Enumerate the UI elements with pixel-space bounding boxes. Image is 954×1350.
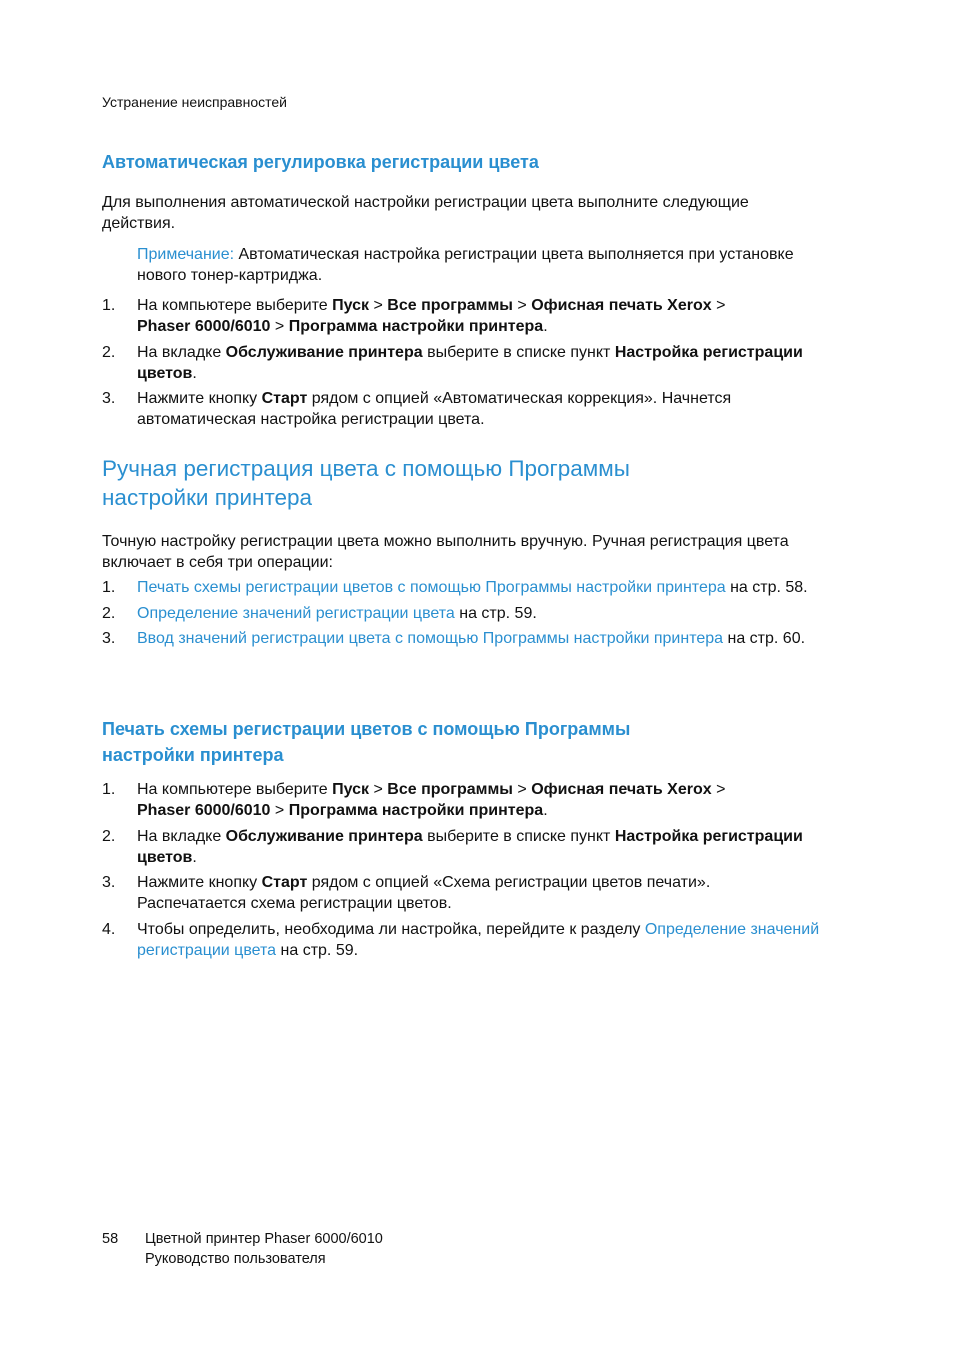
list-item — [102, 577, 822, 598]
menu-path-item: Пуск — [332, 781, 370, 798]
step-text: . — [192, 364, 197, 382]
step-text: . — [543, 318, 548, 335]
step-text: рядом с опцией «Схема регистрации цветов печати». Распечатается схема регистрации цветов. — [137, 874, 711, 912]
list-item — [102, 603, 822, 624]
note-label: Примечание: — [137, 246, 235, 263]
list-item — [102, 872, 822, 914]
step-text: Чтобы определить, необходима ли настройка, перейдите к разделу — [137, 920, 645, 938]
note-paragraph — [137, 244, 817, 286]
product-name: Цветной принтер Phaser 6000/6010 — [145, 1231, 383, 1247]
heading-line: Ручная регистрация цвета с помощью Программы — [102, 456, 630, 481]
step-text: На компьютере выберите — [137, 297, 333, 314]
link-determine-values[interactable]: Определение значений регистрации цвета — [137, 920, 820, 959]
step-text: выберите в списке пункт — [422, 827, 615, 845]
step-number: 2. — [102, 827, 116, 845]
separator: > — [369, 297, 388, 314]
step-text: Нажмите кнопку — [137, 390, 262, 407]
print-steps-list — [102, 779, 822, 965]
menu-path-item: Все программы — [387, 781, 513, 798]
step-text: На компьютере выберите — [137, 781, 333, 798]
step-text: . — [543, 802, 548, 819]
list-option: Настройка регистрации цветов — [137, 827, 803, 866]
separator: > — [512, 297, 532, 314]
step-number: 3. — [102, 390, 116, 407]
list-item — [102, 779, 822, 821]
page-number: 58 — [102, 1231, 119, 1247]
button-name: Старт — [261, 874, 308, 891]
menu-path-item: Phaser 6000/6010 — [137, 802, 271, 819]
tab-name: Обслуживание принтера — [225, 343, 423, 361]
note-text: Автоматическая настройка регистрации цвета выполняется при установке нового тонер-картриджа. — [137, 246, 794, 284]
manual-steps-list — [102, 577, 822, 654]
step-number: 2. — [102, 604, 116, 622]
list-item — [102, 342, 822, 384]
step-number: 3. — [102, 874, 116, 891]
heading-auto-registration: Автоматическая регулировка регистрации цвета — [102, 152, 539, 172]
menu-path-item: Все программы — [387, 297, 513, 314]
menu-path-item: Phaser 6000/6010 — [137, 318, 271, 335]
step-number: 1. — [102, 781, 116, 798]
menu-path-item: Пуск — [332, 297, 370, 314]
list-item — [102, 628, 822, 649]
separator: > — [711, 781, 726, 798]
separator: > — [512, 781, 532, 798]
step-number: 1. — [102, 579, 116, 596]
step-text: Нажмите кнопку — [137, 874, 262, 891]
link-print-chart[interactable]: Печать схемы регистрации цветов с помощью Программы настройки принтера — [137, 579, 726, 596]
page-ref: на стр. 60. — [723, 630, 806, 647]
manual-intro-paragraph: Точную настройку регистрации цвета можно выполнить вручную. Ручная регистрация цвета включает в себя три операции: — [102, 533, 789, 571]
link-enter-values[interactable]: Ввод значений регистрации цвета с помощью Программы настройки принтера — [137, 630, 724, 647]
heading-line: настройки принтера — [102, 745, 284, 765]
step-text: выберите в списке пункт — [422, 343, 615, 361]
page-ref: на стр. 59. — [454, 604, 537, 622]
heading-line: Печать схемы регистрации цветов с помощью Программы — [102, 719, 631, 739]
step-text: . — [192, 848, 197, 866]
list-item — [102, 919, 822, 961]
list-item — [102, 388, 822, 430]
menu-path-item: Программа настройки принтера — [288, 802, 544, 819]
separator: > — [369, 781, 388, 798]
running-header: Устранение неисправностей — [102, 94, 287, 110]
heading-print-chart — [102, 716, 630, 768]
step-number: 1. — [102, 297, 116, 314]
heading-line: настройки принтера — [102, 485, 313, 510]
step-number: 4. — [102, 920, 116, 938]
guide-name: Руководство пользователя — [145, 1251, 326, 1267]
list-option: Настройка регистрации цветов — [137, 343, 803, 382]
step-number: 2. — [102, 343, 116, 361]
menu-path-item: Программа настройки принтера — [288, 318, 544, 335]
separator: > — [270, 802, 289, 819]
link-determine-values[interactable]: Определение значений регистрации цвета — [137, 604, 455, 622]
separator: > — [711, 297, 726, 314]
auto-steps-list — [102, 295, 822, 435]
step-text: рядом с опцией «Автоматическая коррекция». Начнется автоматическая настройка регистрации цвета. — [137, 390, 732, 428]
heading-manual-registration — [102, 454, 630, 512]
menu-path-item: Офисная печать Xerox — [531, 781, 712, 798]
list-item — [102, 295, 822, 337]
list-item — [102, 826, 822, 868]
page-ref: на стр. 59. — [276, 941, 359, 959]
step-text: На вкладке — [137, 827, 226, 845]
step-text: На вкладке — [137, 343, 226, 361]
footer-info — [145, 1229, 545, 1269]
menu-path-item: Офисная печать Xerox — [531, 297, 712, 314]
page-ref: на стр. 58. — [725, 579, 808, 596]
separator: > — [270, 318, 289, 335]
tab-name: Обслуживание принтера — [225, 827, 423, 845]
auto-intro-paragraph: Для выполнения автоматической настройки регистрации цвета выполните следующие действия. — [102, 194, 749, 232]
step-number: 3. — [102, 630, 116, 647]
button-name: Старт — [261, 390, 308, 407]
